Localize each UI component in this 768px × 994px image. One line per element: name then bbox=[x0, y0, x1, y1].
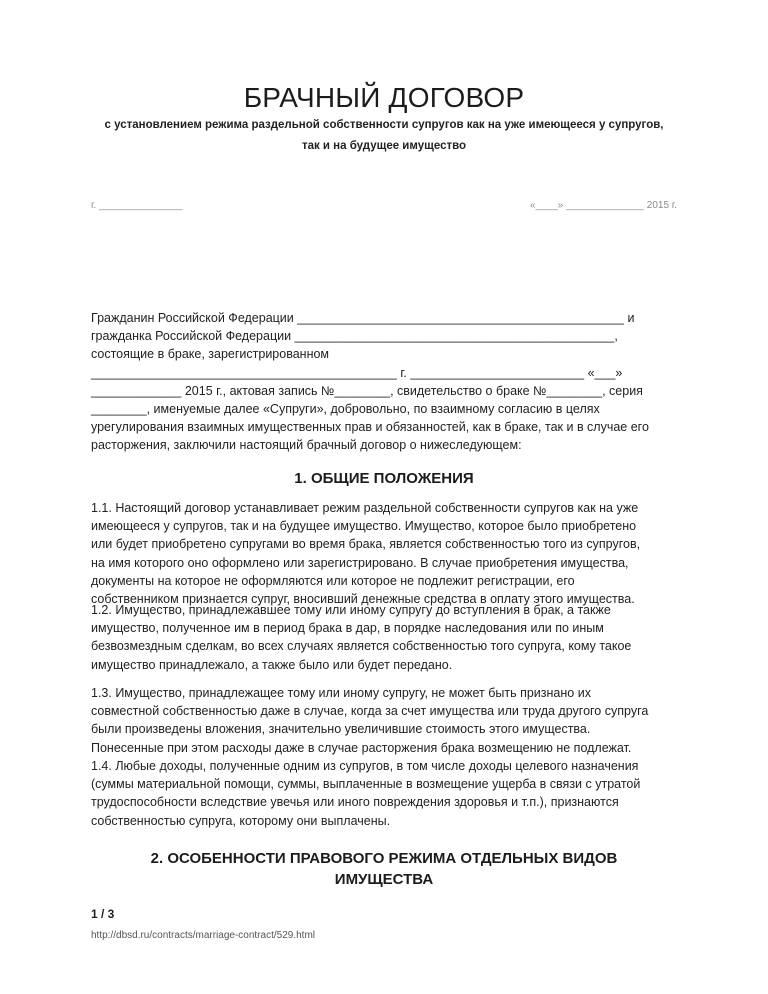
document-subtitle bbox=[80, 115, 688, 157]
preamble-line: ________, именуемые далее «Супруги», добровольно, по взаимному согласию в целях bbox=[91, 402, 600, 417]
preamble-line: ____________________________________________ г. _________________________ «___» bbox=[91, 365, 623, 380]
clause-line: собственником признается супруг, вносивший денежные средства в оплату этого имущества. bbox=[91, 592, 635, 607]
clause-line: Понесенные при этом расходы даже в случае расторжения брака возмещению не подлежат. bbox=[91, 740, 632, 755]
heading-line: ИМУЩЕСТВА bbox=[334, 871, 434, 888]
clause-1-2 bbox=[91, 601, 681, 674]
clause-line: собственностью супруга, которому они выплачены. bbox=[91, 813, 391, 828]
preamble bbox=[91, 309, 677, 455]
city-field: г. _______________ bbox=[91, 200, 183, 211]
subtitle-line: с установлением режима раздельной собственности супругов как на уже имеющееся у супругов, bbox=[104, 119, 664, 131]
clause-line: трудоспособности вследствие увечья или иного повреждения здоровья и т.п.), признаются bbox=[91, 795, 619, 810]
clause-line: имеющееся у супругов, так и на будущее имущество. Имущество, которое было приобретено bbox=[91, 519, 637, 534]
preamble-line: Гражданин Российской Федерации _______________________________________________ и bbox=[91, 311, 635, 325]
clause-line: 1.2. Имущество, принадлежавшее тому или иному супругу до вступления в брак, а также bbox=[91, 603, 611, 617]
clause-line: безвозмездным сделкам, во всех случаях является собственностью того супруга, кому такое bbox=[91, 639, 632, 654]
clause-1-4 bbox=[91, 757, 681, 830]
preamble-line: урегулирования взаимных имущественных прав и обязанностей, как в браке, так и в случае его bbox=[91, 420, 649, 435]
source-url[interactable]: http://dbsd.ru/contracts/marriage-contract/529.html bbox=[91, 930, 315, 941]
page-number: 1 / 3 bbox=[91, 907, 115, 921]
clause-line: или будет приобретено супругами во время брака, является собственностью того из супругов, bbox=[91, 537, 641, 552]
clause-line: (суммы материальной помощи, суммы, выплаченные в возмещение ущерба в связи с утратой bbox=[91, 777, 641, 792]
clause-1-3 bbox=[91, 684, 681, 757]
document-title: БРАЧНЫЙ ДОГОВОР bbox=[243, 82, 525, 113]
section-1-heading: 1. ОБЩИЕ ПОЛОЖЕНИЯ bbox=[294, 470, 474, 487]
subtitle-line: так и на будущее имущество bbox=[301, 140, 467, 152]
clause-line: документы на которое не оформляются или которое не подлежит регистрации, его bbox=[91, 573, 575, 588]
clause-line: 1.4. Любые доходы, полученные одним из супругов, в том числе доходы целевого назначения bbox=[91, 759, 639, 773]
date-field: «____» ______________ 2015 г. bbox=[529, 200, 677, 211]
preamble-line: _____________ 2015 г., актовая запись №________, свидетельство о браке №________, серия bbox=[91, 383, 643, 398]
clause-line: совместной собственностью даже в случае, когда за счет имущества или труда другого супруга bbox=[91, 704, 649, 719]
clause-1-1 bbox=[91, 499, 681, 608]
section-2-heading bbox=[120, 848, 648, 890]
heading-line: 2. ОСОБЕННОСТИ ПРАВОВОГО РЕЖИМА ОТДЕЛЬНЫХ ВИДОВ bbox=[150, 850, 618, 867]
preamble-line: расторжения, заключили настоящий брачный договор о нижеследующем: bbox=[91, 438, 522, 453]
clause-line: имущество, полученное им в период брака в дар, в порядке наследования или по иным bbox=[91, 621, 604, 636]
clause-line: 1.1. Настоящий договор устанавливает режим раздельной собственности супругов как на уже bbox=[91, 501, 639, 515]
clause-line: 1.3. Имущество, принадлежащее тому или иному супругу, не может быть признано их bbox=[91, 686, 591, 700]
clause-line: на имя которого оно оформлено или зарегистрировано. В случае приобретения имущества, bbox=[91, 555, 629, 570]
preamble-line: гражданка Российской Федерации ______________________________________________, bbox=[91, 329, 618, 344]
preamble-line: состоящие в браке, зарегистрированном bbox=[91, 347, 330, 362]
clause-line: имущество принадлежало, а также было или будет передано. bbox=[91, 657, 453, 672]
clause-line: были произведены вложения, значительно увеличившие стоимость этого имущества. bbox=[91, 722, 591, 737]
